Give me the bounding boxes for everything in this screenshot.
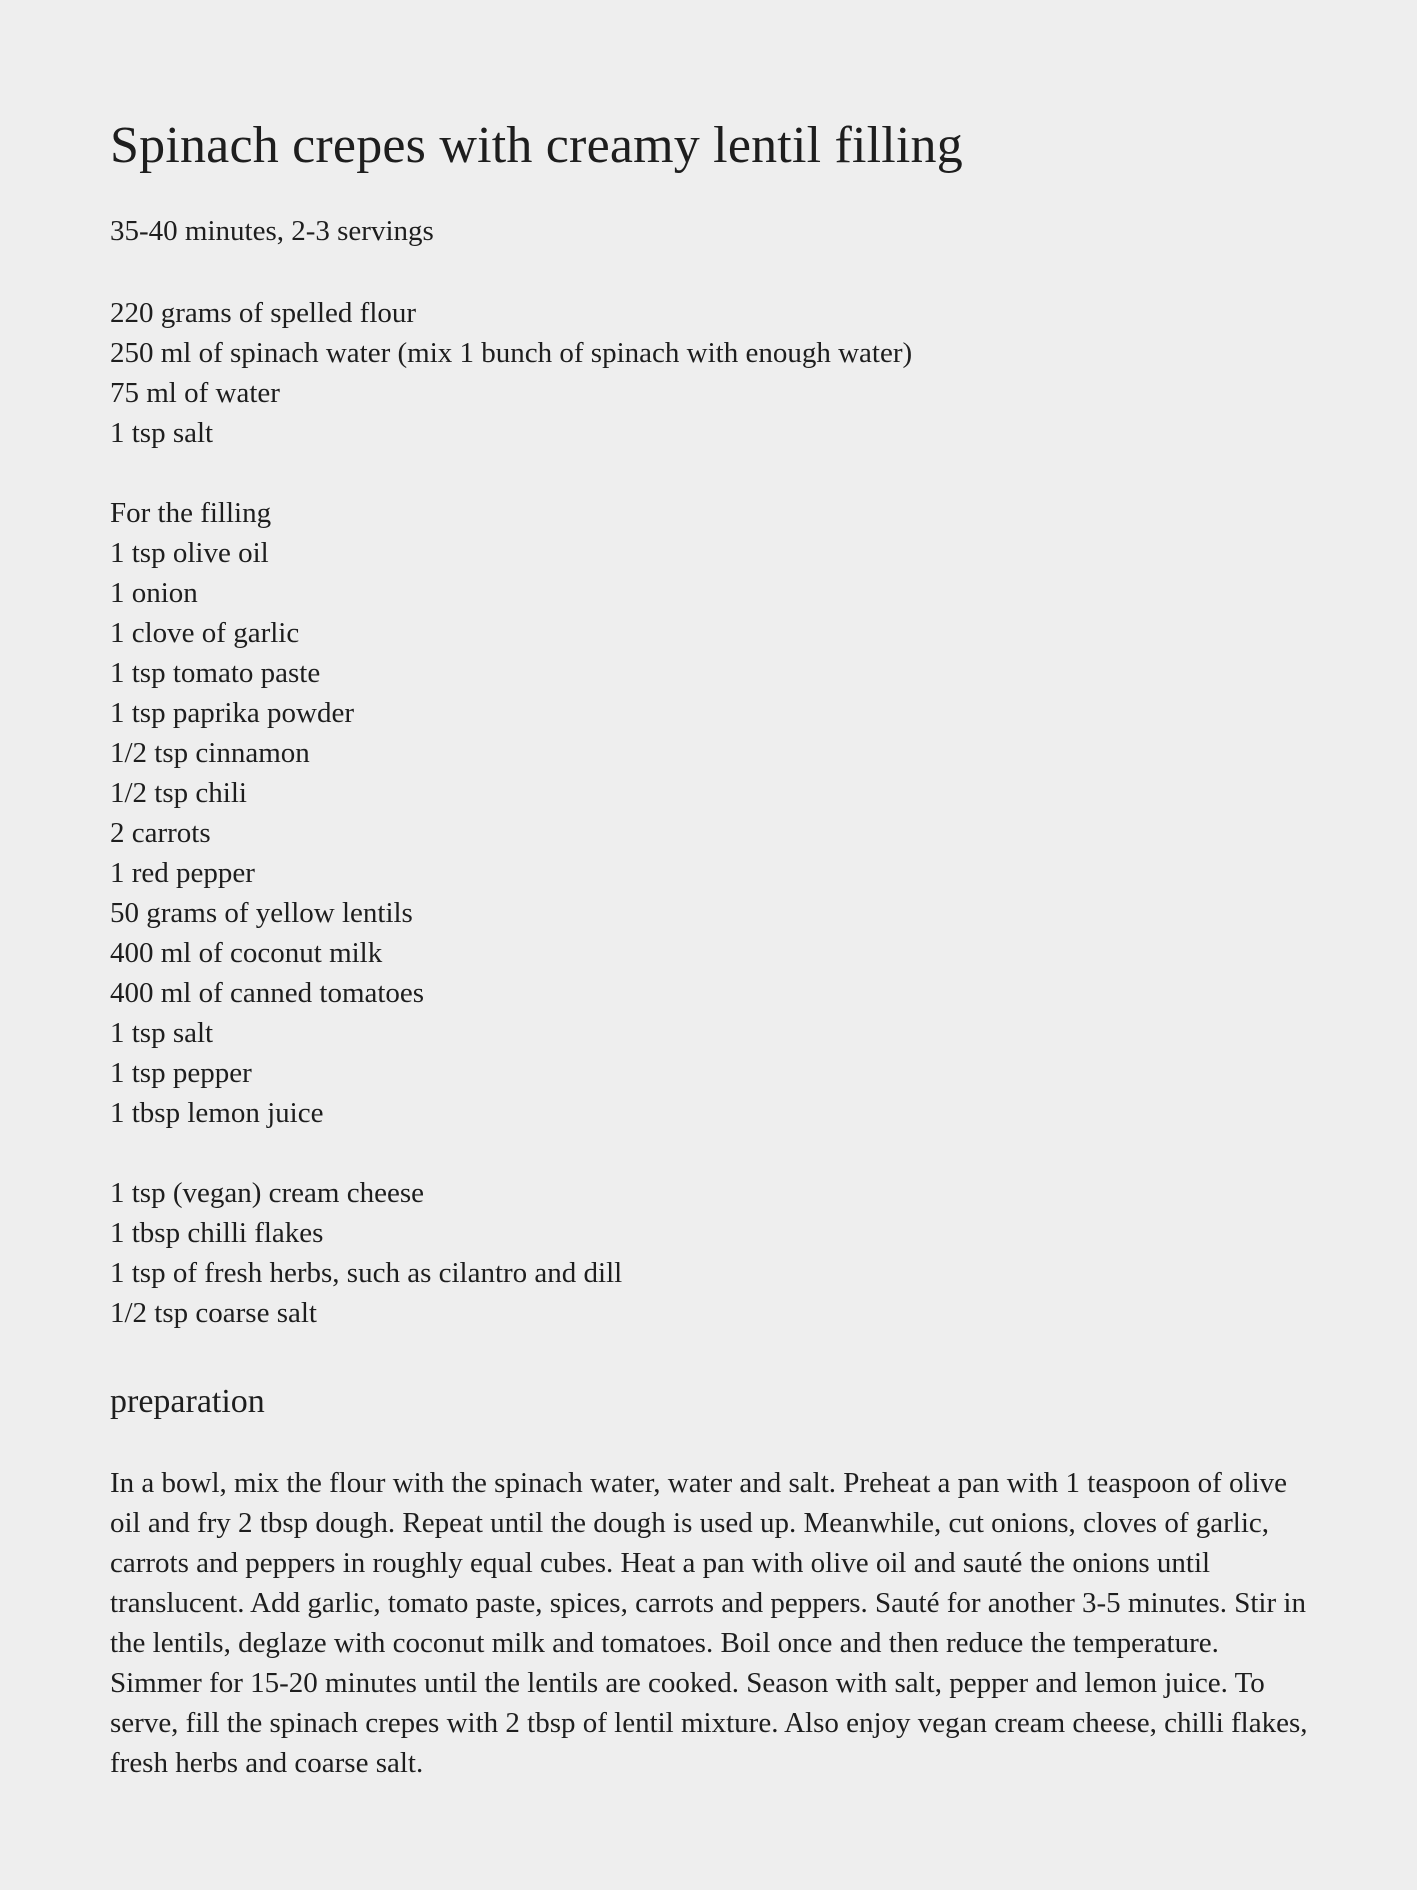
topping-ingredient-list [110, 1173, 622, 1333]
filling-heading: For the filling [110, 497, 272, 529]
ingredient-item: 2 carrots [110, 817, 211, 849]
ingredient-item: 1 tsp of fresh herbs, such as cilantro and dill [110, 1257, 623, 1289]
ingredient-item: 50 grams of yellow lentils [110, 897, 413, 929]
ingredient-item: 1/2 tsp chili [110, 777, 247, 809]
ingredient-item: 1 clove of garlic [110, 617, 300, 649]
recipe-title: Spinach crepes with creamy lentil filling [110, 117, 963, 174]
ingredient-item: 250 ml of spinach water (mix 1 bunch of spinach with enough water) [110, 337, 913, 369]
ingredient-item: 1 tsp (vegan) cream cheese [110, 1177, 425, 1209]
ingredient-item: 1 tsp salt [110, 417, 214, 449]
ingredient-item: 1 tbsp lemon juice [110, 1097, 324, 1129]
ingredient-item: 1/2 tsp coarse salt [110, 1297, 317, 1329]
ingredient-item: 400 ml of coconut milk [110, 937, 383, 969]
ingredient-item: 1 tbsp chilli flakes [110, 1217, 324, 1249]
ingredient-item: 1 tsp paprika powder [110, 697, 355, 729]
ingredient-item: 400 ml of canned tomatoes [110, 977, 425, 1009]
ingredient-item: 1 tsp pepper [110, 1057, 252, 1089]
dough-ingredient-list [110, 293, 912, 453]
ingredient-item: 1 onion [110, 577, 198, 609]
recipe-time-servings: 35-40 minutes, 2-3 servings [110, 215, 434, 247]
ingredient-item: 1 red pepper [110, 857, 255, 889]
ingredient-item: 75 ml of water [110, 377, 280, 409]
filling-ingredient-list [110, 493, 424, 1133]
ingredient-item: 220 grams of spelled flour [110, 297, 417, 329]
ingredient-item: 1/2 tsp cinnamon [110, 737, 310, 769]
preparation-text: In a bowl, mix the flour with the spinach water, water and salt. Preheat a pan with 1 teaspoon of olive oil and fry 2 tbsp dough. Repeat until the dough is used up. Meanwhile, cut onions, cloves of garlic, carrots and peppers in roughly equal cubes. Heat a pan with olive oil and sauté the onions until translucent. Add garlic, tomato paste, spices, carrots and peppers. Sauté for another 3-5 minutes. Stir in the lentils, deglaze with coconut milk and tomatoes. Boil once and then reduce the temperature. Simmer for 15-20 minutes until the lentils are cooked. Season with salt, pepper and lemon juice. To serve, fill the spinach crepes with 2 tbsp of lentil mixture. Also enjoy vegan cream cheese, chilli flakes, fresh herbs and coarse salt. [110, 1467, 1308, 1779]
ingredient-item: 1 tsp salt [110, 1017, 214, 1049]
ingredient-item: 1 tsp olive oil [110, 537, 269, 569]
ingredient-item: 1 tsp tomato paste [110, 657, 321, 689]
preparation-heading: preparation [110, 1383, 265, 1420]
